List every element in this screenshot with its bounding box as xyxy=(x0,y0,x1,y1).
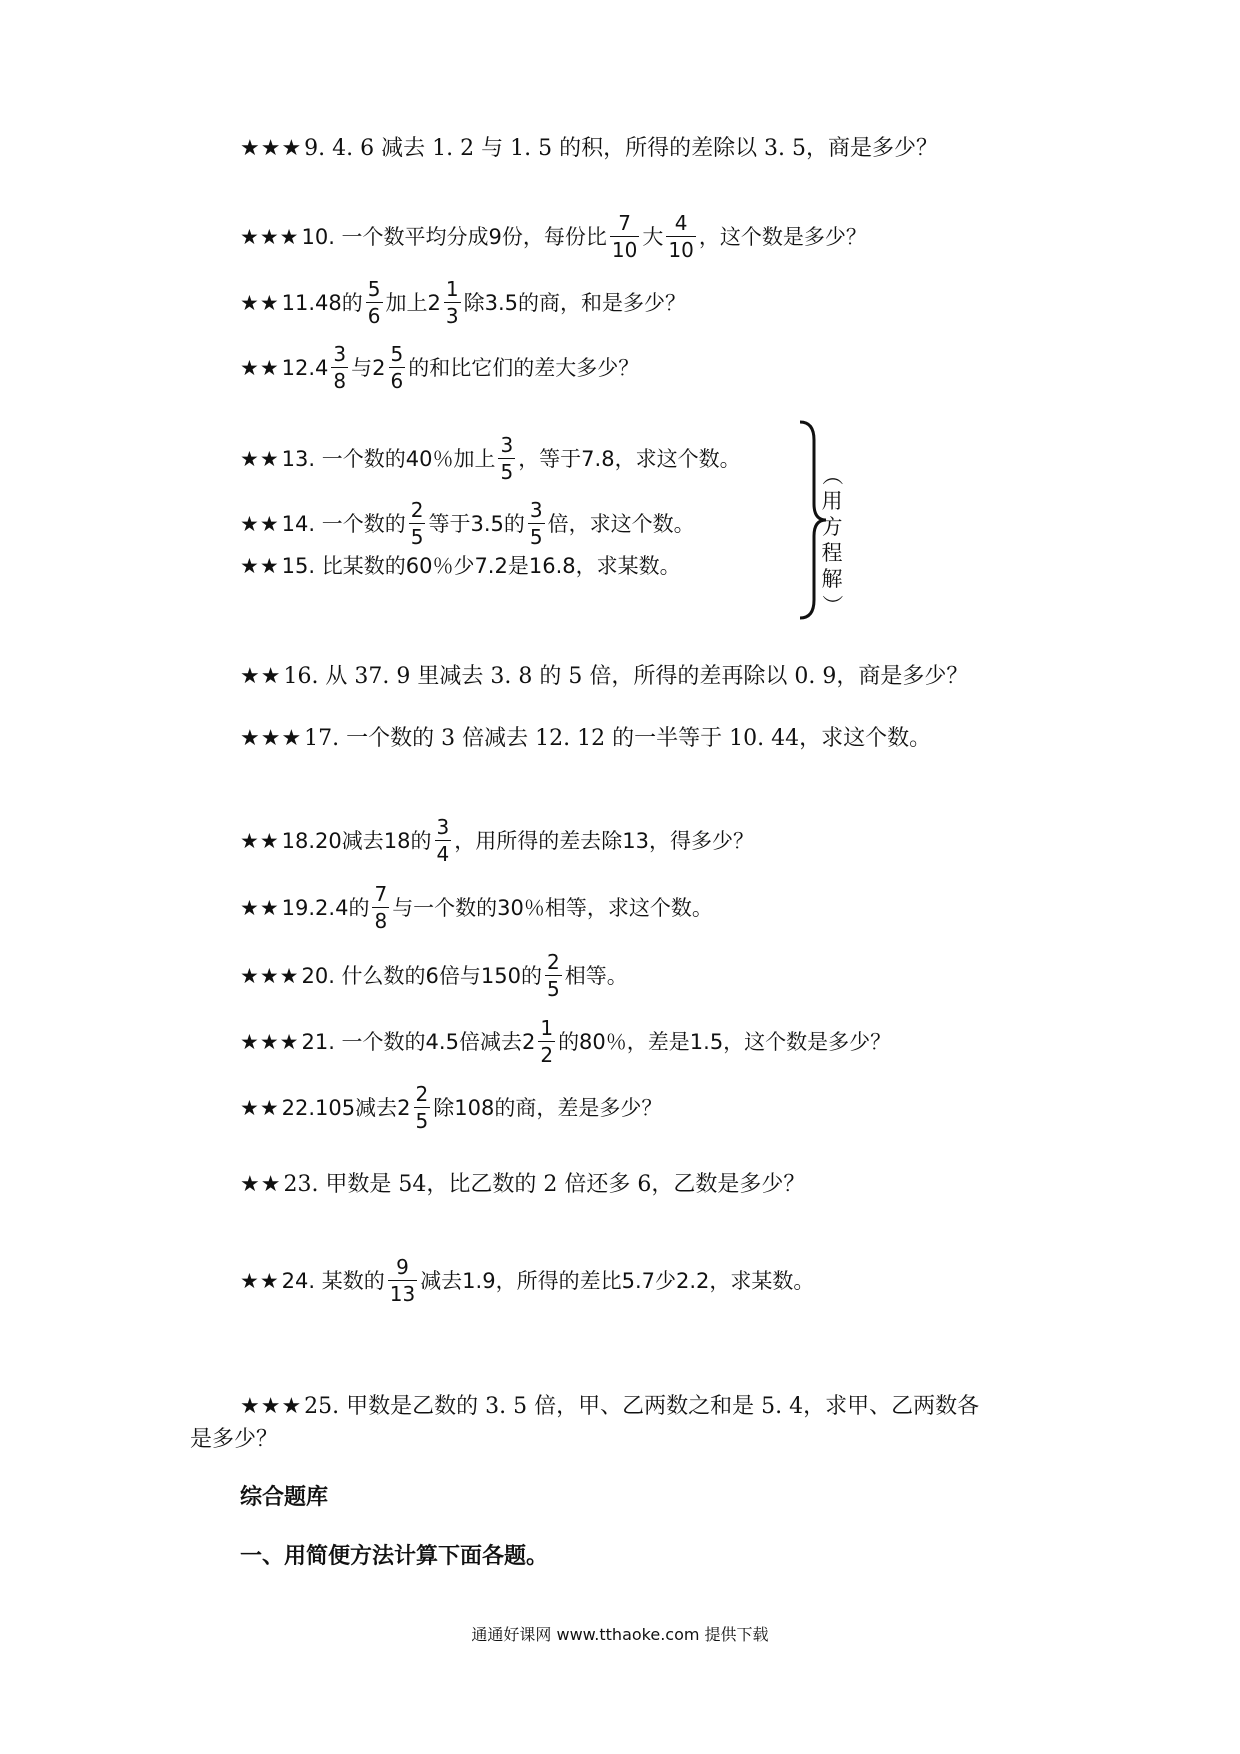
numerator: 3 xyxy=(500,433,514,457)
denominator: 10 xyxy=(668,238,694,262)
star-rating: ★★ xyxy=(240,554,280,578)
denominator: 13 xyxy=(389,1282,416,1306)
problem-23 xyxy=(240,1170,805,1200)
problem-25 xyxy=(240,1392,979,1422)
problem-text: 等于3.5的 xyxy=(428,511,525,536)
problem-text: 的和比它们的差大多少？ xyxy=(408,355,640,380)
problem-text: 13. 一个数的40％加上 xyxy=(281,446,496,471)
star-rating: ★★ xyxy=(240,664,282,689)
problem-25-continued xyxy=(190,1425,278,1455)
star-rating: ★★★ xyxy=(240,1394,303,1419)
problem-text: 加上2 xyxy=(385,290,441,315)
denominator: 2 xyxy=(540,1043,554,1067)
fraction xyxy=(528,500,545,547)
problem-text: ，这个数是多少？ xyxy=(698,224,867,249)
bracket-label-char: （ xyxy=(820,464,844,486)
problem-21 xyxy=(240,1018,891,1065)
problem-17 xyxy=(240,724,931,754)
denominator: 8 xyxy=(374,909,388,933)
numerator: 3 xyxy=(333,342,347,366)
numerator: 4 xyxy=(674,211,688,235)
denominator: 5 xyxy=(547,977,560,1001)
problem-12 xyxy=(240,344,639,391)
star-rating: ★★★ xyxy=(240,1029,300,1054)
star-rating: ★★ xyxy=(240,1172,282,1197)
problem-20 xyxy=(240,952,628,999)
problem-text: 21. 一个数的4.5倍减去2 xyxy=(301,1029,536,1054)
problem-text: 12.4 xyxy=(281,355,329,380)
fraction xyxy=(372,884,389,931)
star-rating: ★★ xyxy=(240,355,280,380)
problem-text: 14. 一个数的 xyxy=(281,511,406,536)
fraction xyxy=(388,1257,417,1304)
problem-text: 24. 某数的 xyxy=(281,1268,385,1293)
problem-text: 相等。 xyxy=(564,963,628,988)
problem-text: 9. 4. 6 减去 1. 2 与 1. 5 的积，所得的差除以 3. 5，商是多少？ xyxy=(304,136,939,161)
page-footer: 通通好课网 www.tthaoke.com 提供下载 xyxy=(471,1625,769,1644)
fraction xyxy=(331,344,348,391)
star-rating: ★★ xyxy=(240,290,280,315)
fraction xyxy=(545,952,562,999)
problem-text: 23. 甲数是 54，比乙数的 2 倍还多 6，乙数是多少？ xyxy=(283,1172,806,1197)
problem-15 xyxy=(240,551,681,581)
problem-text: 22.105减去2 xyxy=(281,1095,411,1120)
bracket-label-char: ） xyxy=(820,594,844,616)
fraction xyxy=(538,1018,555,1065)
numerator: 1 xyxy=(445,277,459,301)
star-rating: ★★ xyxy=(240,1268,280,1293)
denominator: 3 xyxy=(445,304,459,328)
problem-19 xyxy=(240,884,713,931)
problem-14 xyxy=(240,500,695,547)
denominator: 10 xyxy=(611,238,638,262)
problem-text: 20. 什么数的6倍与150的 xyxy=(301,963,542,988)
problem-18 xyxy=(240,817,754,864)
fraction xyxy=(666,213,695,260)
fraction xyxy=(444,279,461,326)
problem-text: 11.48的 xyxy=(281,290,363,315)
fraction xyxy=(389,344,406,391)
numerator: 7 xyxy=(618,211,632,235)
problem-9 xyxy=(240,134,938,164)
problem-22 xyxy=(240,1084,662,1131)
problem-10 xyxy=(240,213,867,260)
numerator: 2 xyxy=(415,1082,429,1106)
fraction xyxy=(435,817,452,864)
bracket-label-char: 程 xyxy=(821,541,843,565)
problem-16 xyxy=(240,662,968,692)
problem-text: 大 xyxy=(642,224,664,249)
problem-text: 的80％，差是1.5，这个数是多少？ xyxy=(558,1029,892,1054)
star-rating: ★★★ xyxy=(240,136,303,161)
numerator: 2 xyxy=(410,498,424,522)
problem-11 xyxy=(240,279,686,326)
problem-text: 16. 从 37. 9 里减去 3. 8 的 5 倍，所得的差再除以 0. 9，商是多少？ xyxy=(283,664,969,689)
star-rating: ★★★ xyxy=(240,963,300,988)
problem-text: 与一个数的30％相等，求这个数。 xyxy=(392,895,713,920)
denominator: 5 xyxy=(529,525,543,549)
problem-text: ，等于7.8，求这个数。 xyxy=(518,446,741,471)
numerator: 9 xyxy=(396,1255,409,1279)
problem-text: 除108的商，差是多少？ xyxy=(433,1095,663,1120)
problem-text: 18.20减去18的 xyxy=(281,828,432,853)
problem-text: 25. 甲数是乙数的 3. 5 倍，甲、乙两数之和是 5. 4，求甲、乙两数各 xyxy=(304,1394,980,1419)
fraction xyxy=(610,213,639,260)
numerator: 3 xyxy=(436,815,450,839)
problem-text: 19.2.4的 xyxy=(281,895,370,920)
bracket-label-char: 用 xyxy=(821,489,843,513)
numerator: 7 xyxy=(374,882,388,906)
bracket-label xyxy=(815,462,849,618)
problem-text: 与2 xyxy=(351,355,386,380)
star-rating: ★★ xyxy=(240,446,280,471)
problem-text: 倍，求这个数。 xyxy=(547,511,695,536)
denominator: 6 xyxy=(367,304,381,328)
star-rating: ★★ xyxy=(240,895,280,920)
fraction xyxy=(498,435,515,482)
denominator: 8 xyxy=(333,369,347,393)
problem-13 xyxy=(240,435,741,482)
section-title: 综合题库 xyxy=(240,1485,329,1510)
numerator: 1 xyxy=(540,1016,554,1040)
bracket-label-char: 解 xyxy=(821,567,843,591)
problem-24 xyxy=(240,1257,814,1304)
denominator: 5 xyxy=(410,525,424,549)
numerator: 5 xyxy=(367,277,381,301)
star-rating: ★★ xyxy=(240,1095,280,1120)
denominator: 6 xyxy=(390,369,404,393)
bracket-label-char: 方 xyxy=(821,515,843,539)
problem-text: 减去1.9，所得的差比5.7少2.2，求某数。 xyxy=(420,1268,815,1293)
problem-text: 是多少？ xyxy=(190,1427,279,1452)
fraction xyxy=(366,279,383,326)
problem-text: 15. 比某数的60％少7.2是16.8，求某数。 xyxy=(281,554,681,578)
denominator: 4 xyxy=(436,842,450,866)
fraction xyxy=(409,500,426,547)
numerator: 2 xyxy=(547,950,560,974)
star-rating: ★★★ xyxy=(240,224,300,249)
problem-text: 17. 一个数的 3 倍减去 12. 12 的一半等于 10. 44，求这个数。 xyxy=(304,726,932,751)
problem-text: 10. 一个数平均分成9份，每份比 xyxy=(301,224,607,249)
problem-text: ，用所得的差去除13，得多少？ xyxy=(454,828,754,853)
denominator: 5 xyxy=(500,460,514,484)
denominator: 5 xyxy=(415,1109,429,1133)
numerator: 3 xyxy=(529,498,543,522)
fraction xyxy=(414,1084,431,1131)
star-rating: ★★ xyxy=(240,511,280,536)
subsection-title: 一、用简便方法计算下面各题。 xyxy=(240,1544,549,1569)
star-rating: ★★★ xyxy=(240,726,303,751)
problem-text: 除3.5的商，和是多少？ xyxy=(463,290,687,315)
numerator: 5 xyxy=(390,342,404,366)
star-rating: ★★ xyxy=(240,828,280,853)
